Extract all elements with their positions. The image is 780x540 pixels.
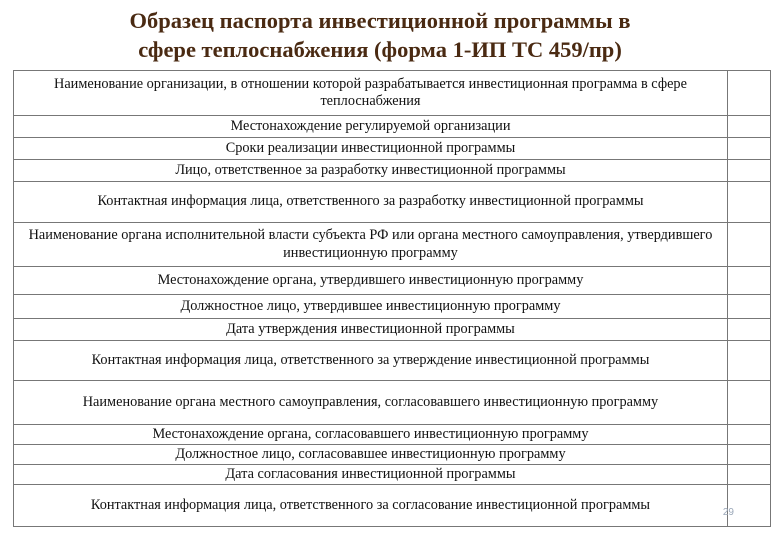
table-row [14,319,771,341]
row-label: Местонахождение органа, утвердившего инвестиционную программу [14,267,728,295]
table-row [14,223,771,267]
row-value-cell[interactable] [727,425,770,445]
table-row [14,182,771,223]
row-value-cell[interactable] [727,465,770,485]
row-value-cell[interactable] [727,71,770,116]
row-label: Контактная информация лица, ответственного за согласование инвестиционной программы [14,485,728,527]
row-label: Наименование органа местного самоуправления, согласовавшего инвестиционную программу [14,381,728,425]
row-value-cell[interactable] [727,267,770,295]
row-label: Должностное лицо, согласовавшее инвестиционную программу [14,445,728,465]
row-value-cell[interactable] [727,485,770,527]
table-row [14,116,771,138]
table-row [14,160,771,182]
table-row [14,465,771,485]
row-label: Контактная информация лица, ответственного за утверждение инвестиционной программы [14,341,728,381]
row-value-cell[interactable] [727,182,770,223]
row-label: Лицо, ответственное за разработку инвестиционной программы [14,160,728,182]
row-label: Контактная информация лица, ответственного за разработку инвестиционной программы [14,182,728,223]
row-label: Сроки реализации инвестиционной программы [14,138,728,160]
row-label: Наименование органа исполнительной власти субъекта РФ или органа местного самоуправления, утвердившего инвестиционную программу [14,223,728,267]
table-row [14,295,771,319]
table-row [14,425,771,445]
table-row [14,445,771,465]
row-label: Дата согласования инвестиционной программы [14,465,728,485]
row-label: Дата утверждения инвестиционной программы [14,319,728,341]
row-value-cell[interactable] [727,381,770,425]
row-value-cell[interactable] [727,341,770,381]
row-value-cell[interactable] [727,116,770,138]
passport-form-table [13,70,771,527]
table-row [14,381,771,425]
row-value-cell[interactable] [727,138,770,160]
table-row [14,71,771,116]
row-label: Должностное лицо, утвердившее инвестиционную программу [14,295,728,319]
table-row [14,341,771,381]
row-value-cell[interactable] [727,319,770,341]
table-row [14,485,771,527]
row-value-cell[interactable] [727,223,770,267]
row-value-cell[interactable] [727,160,770,182]
row-value-cell[interactable] [727,445,770,465]
table-row [14,138,771,160]
page-title-line-2: сфере теплоснабжения (форма 1-ИП ТС 459/пр) [138,37,622,62]
row-value-cell[interactable] [727,295,770,319]
row-label: Местонахождение органа, согласовавшего инвестиционную программу [14,425,728,445]
page-title [40,6,720,64]
table-row [14,267,771,295]
page-number: 29 [722,507,734,518]
row-label: Наименование организации, в отношении которой разрабатывается инвестиционная программа в сфере теплоснабжения [14,71,728,116]
row-label: Местонахождение регулируемой организации [14,116,728,138]
page-title-line-1: Образец паспорта инвестиционной программы в [129,8,631,33]
